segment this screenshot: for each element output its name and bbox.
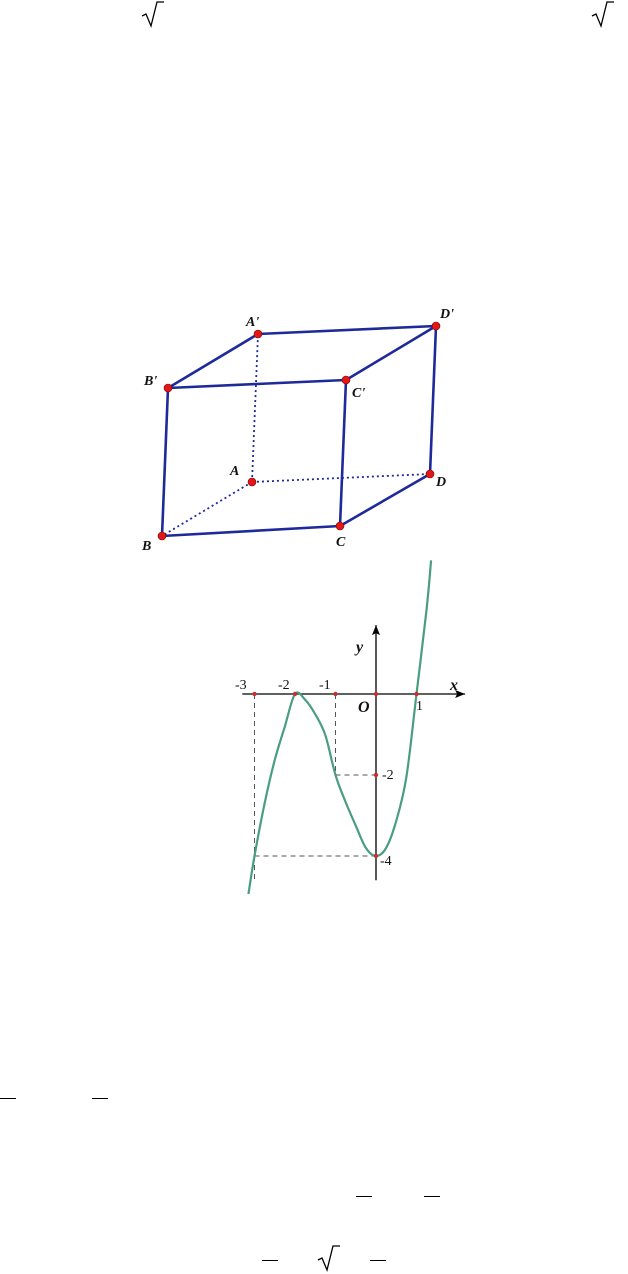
cubic-curve — [248, 560, 431, 894]
cube-diagram — [0, 300, 628, 560]
tick-mark-dot — [333, 692, 337, 696]
origin-label: O — [358, 699, 370, 716]
cube-edge — [340, 474, 430, 526]
vertex-label-b-prime: B' — [144, 374, 158, 389]
y-axis-label: y — [356, 639, 364, 656]
cube-vertex-dot — [248, 478, 256, 486]
y-tick-label: -2 — [382, 768, 394, 783]
cube-vertex-dot — [342, 376, 350, 384]
cube-vertex-dot — [164, 384, 172, 392]
x-tick-label: -1 — [319, 678, 331, 693]
function-graph — [0, 620, 628, 880]
cube-edge — [162, 526, 340, 536]
cube-vertex-dot — [336, 522, 344, 530]
x-tick-label: -3 — [235, 678, 247, 693]
cube-hidden-edge — [162, 482, 252, 536]
fraction-bar — [92, 1098, 108, 1099]
tick-mark-dot — [374, 854, 378, 858]
x-axis-label: x — [450, 677, 458, 694]
vertex-label-a: A — [230, 464, 240, 479]
x-tick-label: 1 — [416, 699, 423, 714]
fraction-bar — [370, 1260, 386, 1261]
cube-edge — [340, 380, 346, 526]
cube-vertex-dot — [158, 532, 166, 540]
vertex-label-d: D — [436, 475, 447, 490]
tick-mark-dot — [414, 692, 418, 696]
cube-edge — [346, 326, 436, 380]
cube-edge — [168, 380, 346, 388]
sqrt-sign-bottom — [316, 1244, 342, 1274]
vertex-label-a-prime: A' — [246, 315, 260, 330]
tick-mark-dot — [374, 692, 378, 696]
y-tick-label: -4 — [380, 854, 392, 869]
vertex-label-d-prime: D' — [440, 307, 454, 322]
sqrt-sign-right — [590, 0, 616, 30]
fraction-bar — [262, 1260, 278, 1261]
cube-edge — [162, 388, 168, 536]
fraction-bar — [424, 1196, 440, 1197]
cube-edge — [168, 334, 258, 388]
fraction-bar — [356, 1196, 372, 1197]
tick-mark-dot — [252, 692, 256, 696]
tick-mark-dot — [293, 692, 297, 696]
cube-edge — [430, 326, 436, 474]
cube-vertex-dot — [254, 330, 262, 338]
fraction-bar — [0, 1098, 16, 1099]
sqrt-sign-left — [140, 0, 166, 30]
cube-vertex-dot — [432, 322, 440, 330]
tick-mark-dot — [374, 773, 378, 777]
vertex-label-c-prime: C' — [352, 386, 366, 401]
cube-hidden-edge — [252, 334, 258, 482]
vertex-label-b: B — [142, 539, 152, 554]
cube-edge — [258, 326, 436, 334]
vertex-label-c: C — [336, 535, 346, 550]
x-tick-label: -2 — [278, 678, 290, 693]
cube-vertex-dot — [426, 470, 434, 478]
